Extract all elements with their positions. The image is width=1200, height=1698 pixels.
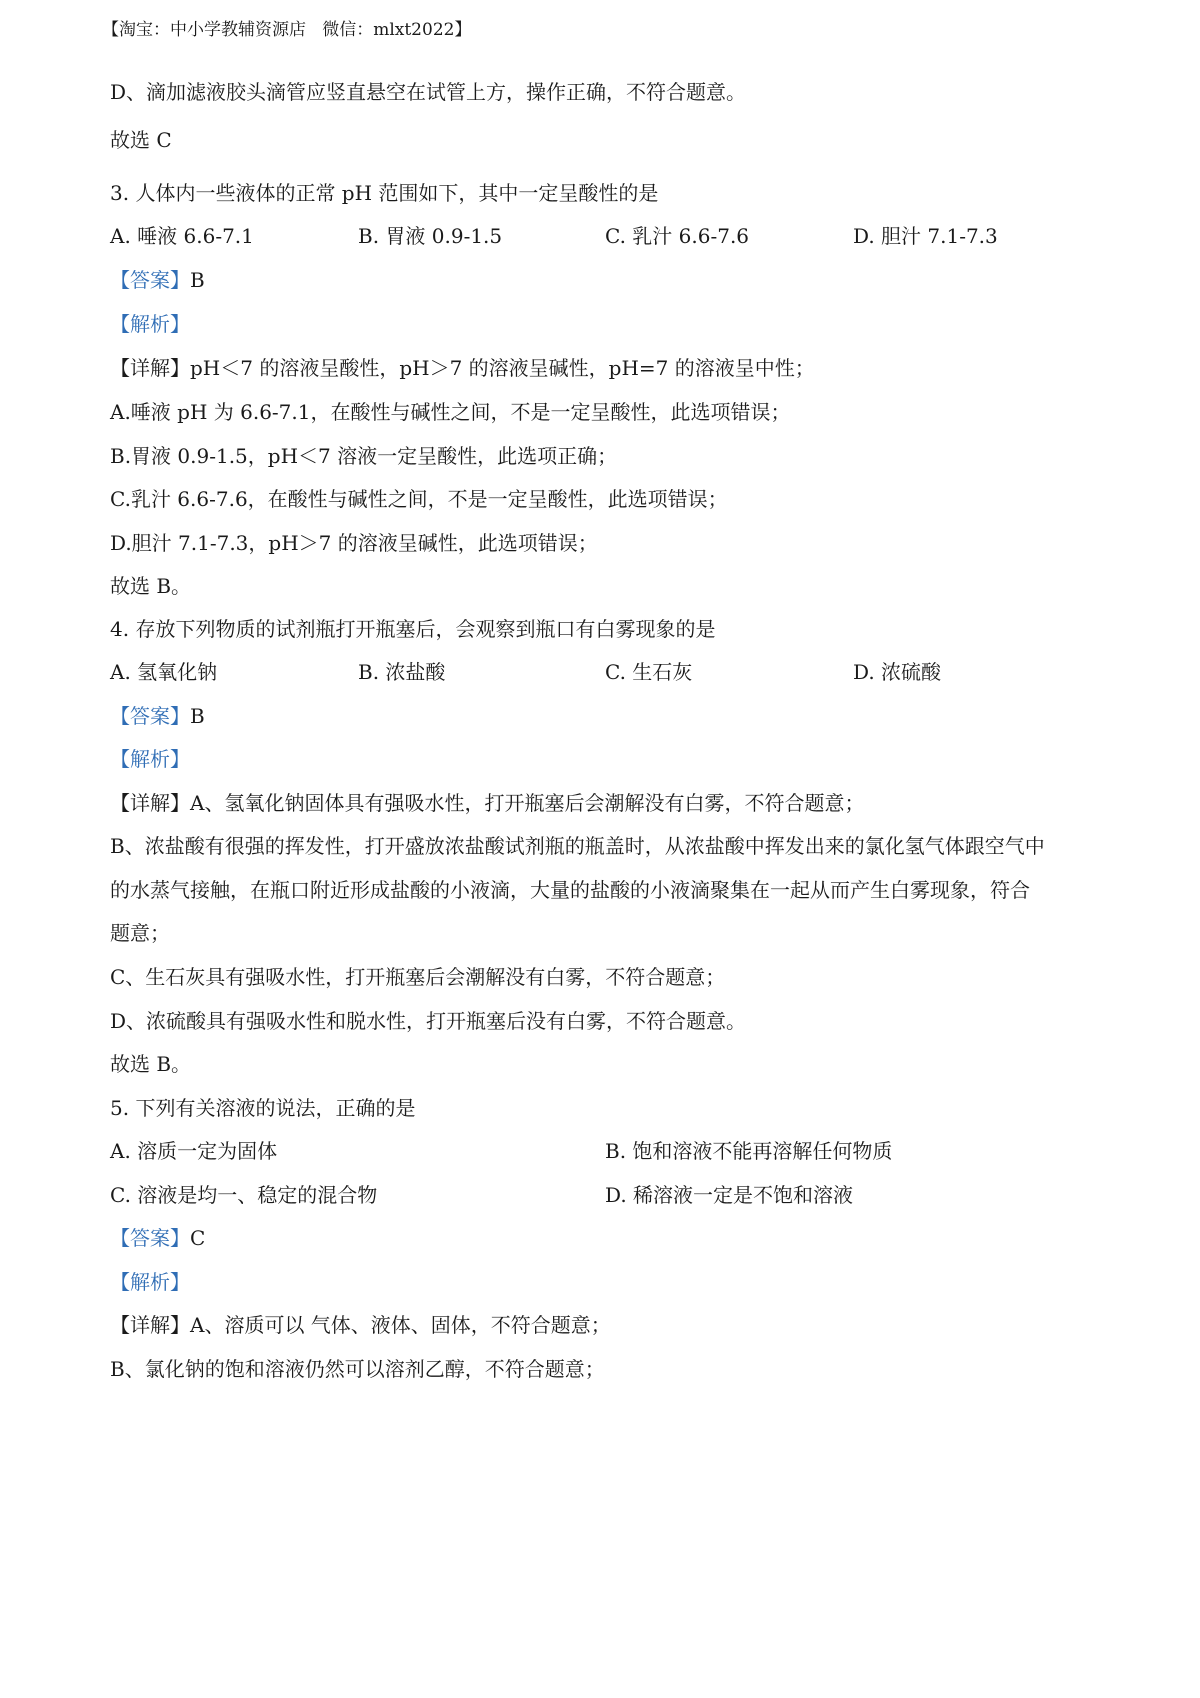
option-item: D. 胆汁 7.1-7.3	[853, 224, 998, 248]
line-text: A.唾液 pH 为 6.6-7.1，在酸性与碱性之间，不是一定呈酸性，此选项错误；	[110, 400, 791, 424]
text-line	[110, 1354, 1120, 1384]
line-text: C	[190, 1226, 206, 1250]
option-item: C. 生石灰	[605, 660, 693, 684]
text-line	[110, 353, 1120, 383]
text-line	[110, 397, 1120, 427]
text-line	[110, 77, 1120, 107]
section-label-line	[110, 309, 1120, 339]
line-text: 的水蒸气接触，在瓶口附近形成盐酸的小液滴，大量的盐酸的小液滴聚集在一起从而产生白雾现象，符合	[110, 878, 1030, 902]
line-text: B	[190, 704, 205, 728]
text-line	[110, 125, 1120, 155]
section-label-line	[110, 744, 1120, 774]
page-header: 【淘宝：中小学教辅资源店 微信：mlxt2022】	[102, 20, 472, 40]
text-line	[110, 484, 1120, 514]
text-line	[110, 918, 1120, 948]
option-item: A. 溶质一定为固体	[110, 1139, 278, 1163]
option-item: A. 氢氧化钠	[110, 660, 218, 684]
option-item: B. 胃液 0.9-1.5	[358, 224, 503, 248]
section-tag: 【答案】	[110, 1226, 190, 1250]
text-line	[110, 1093, 1120, 1123]
text-line	[110, 875, 1120, 905]
line-text: B	[190, 268, 205, 292]
section-label-line	[110, 1267, 1120, 1297]
line-text: B.胃液 0.9-1.5，pH＜7 溶液一定呈酸性，此选项正确；	[110, 444, 618, 468]
line-text: D、浓硫酸具有强吸水性和脱水性，打开瓶塞后没有白雾，不符合题意。	[110, 1009, 747, 1033]
text-line	[110, 831, 1120, 861]
option-item: C. 溶液是均一、稳定的混合物	[110, 1183, 378, 1207]
line-text: 故选 B。	[110, 574, 192, 598]
line-text: D、滴加滤液胶头滴管应竖直悬空在试管上方，操作正确，不符合题意。	[110, 80, 747, 104]
line-text: 【详解】A、氢氧化钠固体具有强吸水性，打开瓶塞后会潮解没有白雾，不符合题意；	[110, 791, 865, 815]
line-text: D.胆汁 7.1-7.3，pH＞7 的溶液呈碱性，此选项错误；	[110, 531, 598, 555]
option-item: D. 浓硫酸	[853, 660, 942, 684]
section-tag: 【解析】	[110, 747, 190, 771]
section-tag: 【解析】	[110, 312, 190, 336]
option-item: C. 乳汁 6.6-7.6	[605, 224, 750, 248]
text-line	[110, 1310, 1120, 1340]
line-text: C、生石灰具有强吸水性，打开瓶塞后会潮解没有白雾，不符合题意；	[110, 965, 726, 989]
line-text: 故选 B。	[110, 1052, 192, 1076]
line-text: 【详解】pH＜7 的溶液呈酸性，pH＞7 的溶液呈碱性，pH=7 的溶液呈中性；	[110, 356, 815, 380]
line-text: 5. 下列有关溶液的说法，正确的是	[110, 1096, 416, 1120]
section-label-line	[110, 265, 1120, 295]
section-tag: 【答案】	[110, 704, 190, 728]
option-item: D. 稀溶液一定是不饱和溶液	[605, 1183, 854, 1207]
section-label-line	[110, 1223, 1120, 1253]
section-label-line	[110, 701, 1120, 731]
text-line	[110, 1049, 1120, 1079]
section-tag: 【解析】	[110, 1270, 190, 1294]
line-text: C.乳汁 6.6-7.6，在酸性与碱性之间，不是一定呈酸性，此选项错误；	[110, 487, 728, 511]
line-text: 4. 存放下列物质的试剂瓶打开瓶塞后，会观察到瓶口有白雾现象的是	[110, 617, 716, 641]
line-text: 3. 人体内一些液体的正常 pH 范围如下，其中一定呈酸性的是	[110, 181, 659, 205]
line-text: 题意；	[110, 921, 170, 945]
text-line	[110, 528, 1120, 558]
text-line	[110, 178, 1120, 208]
option-item: A. 唾液 6.6-7.1	[110, 224, 254, 248]
line-text: 故选 C	[110, 128, 172, 152]
text-line	[110, 788, 1120, 818]
section-tag: 【答案】	[110, 268, 190, 292]
text-line	[110, 962, 1120, 992]
text-line	[110, 441, 1120, 471]
text-line	[110, 1006, 1120, 1036]
option-item: B. 浓盐酸	[358, 660, 446, 684]
line-text: 【详解】A、溶质可以 气体、液体、固体，不符合题意；	[110, 1313, 611, 1337]
text-line	[110, 614, 1120, 644]
line-text: B、浓盐酸有很强的挥发性，打开盛放浓盐酸试剂瓶的瓶盖时，从浓盐酸中挥发出来的氯化氢气体跟空气中	[110, 834, 1045, 858]
line-text: B、氯化钠的饱和溶液仍然可以溶剂乙醇，不符合题意；	[110, 1357, 605, 1381]
text-line	[110, 571, 1120, 601]
option-item: B. 饱和溶液不能再溶解任何物质	[605, 1139, 893, 1163]
